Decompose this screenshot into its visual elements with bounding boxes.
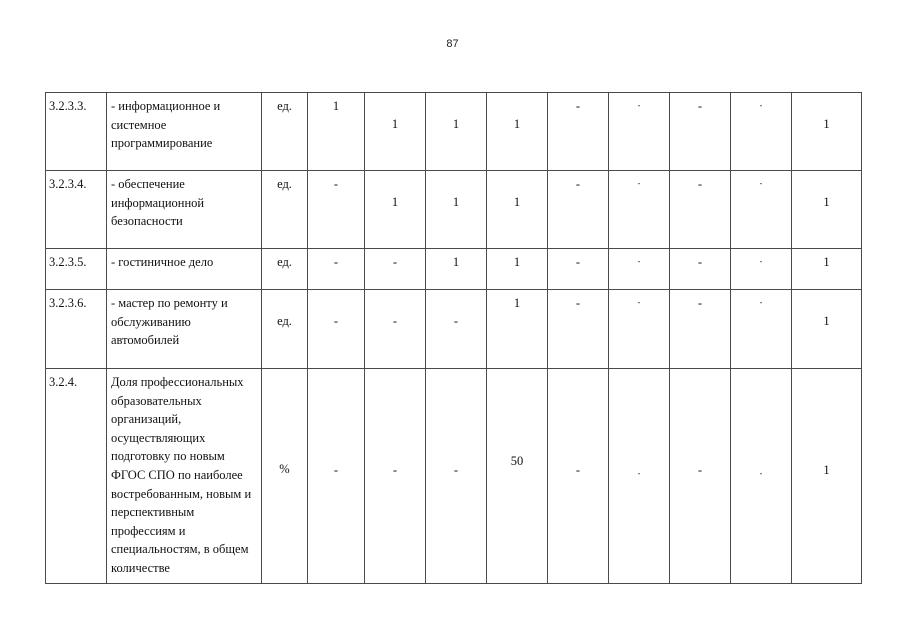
value-cell — [670, 369, 731, 584]
value-cell — [426, 171, 487, 249]
row-description-cell — [107, 171, 262, 249]
value: - — [575, 296, 581, 310]
value-cell — [308, 249, 365, 290]
value: 1 — [823, 255, 830, 269]
value: 1 — [823, 314, 830, 328]
row-unit: ед. — [277, 255, 292, 269]
value: - — [637, 298, 641, 307]
value: - — [697, 255, 703, 269]
value: - — [333, 177, 339, 191]
value-cell — [731, 249, 792, 290]
value-cell — [792, 290, 862, 369]
value-cell — [731, 290, 792, 369]
value: - — [392, 255, 398, 269]
row-code-cell — [46, 290, 107, 369]
value-cell — [731, 93, 792, 171]
table-row — [46, 171, 862, 249]
value-cell — [426, 369, 487, 584]
value: - — [759, 298, 763, 307]
row-code: 3.2.3.4. — [49, 177, 87, 191]
value-cell — [609, 249, 670, 290]
value-cell — [792, 93, 862, 171]
row-code: 3.2.4. — [49, 375, 78, 389]
table-row — [46, 369, 862, 584]
value-cell — [365, 369, 426, 584]
value-cell — [487, 290, 548, 369]
row-description-cell — [107, 369, 262, 584]
value: 1 — [332, 99, 340, 113]
value-cell — [487, 93, 548, 171]
unit-cell — [262, 290, 308, 369]
value-cell — [308, 369, 365, 584]
value-cell — [548, 93, 609, 171]
row-code: 3.2.3.5. — [49, 255, 87, 269]
row-code-cell — [46, 369, 107, 584]
value: - — [333, 255, 339, 269]
value-cell — [426, 290, 487, 369]
value: - — [637, 469, 641, 478]
value: 1 — [513, 296, 521, 310]
value: - — [697, 296, 703, 310]
value-cell — [548, 171, 609, 249]
value-cell — [670, 290, 731, 369]
value: - — [637, 257, 641, 266]
value: - — [453, 314, 459, 328]
value: 50 — [510, 454, 524, 468]
value: 1 — [452, 117, 460, 131]
value-cell — [731, 171, 792, 249]
value: - — [697, 99, 703, 113]
value-cell — [487, 369, 548, 584]
value: - — [759, 469, 763, 478]
table-row — [46, 290, 862, 369]
value-cell — [792, 249, 862, 290]
value: - — [637, 179, 641, 188]
value: - — [759, 257, 763, 266]
row-unit: ед. — [277, 99, 292, 113]
value-cell — [609, 171, 670, 249]
value-cell — [548, 249, 609, 290]
row-code-cell — [46, 171, 107, 249]
value-cell — [670, 93, 731, 171]
value-cell — [609, 93, 670, 171]
value: - — [575, 177, 581, 191]
value: 1 — [513, 117, 521, 131]
value-cell — [426, 93, 487, 171]
value: 1 — [823, 463, 830, 477]
value: 1 — [452, 255, 460, 269]
table-row — [46, 249, 862, 290]
table-row — [46, 93, 862, 171]
value-cell — [670, 249, 731, 290]
page-number: 87 — [446, 38, 459, 50]
value: - — [575, 463, 581, 477]
value-cell — [365, 171, 426, 249]
value: - — [637, 101, 641, 110]
row-code: 3.2.3.3. — [49, 99, 87, 113]
value: - — [575, 99, 581, 113]
value: 1 — [513, 255, 521, 269]
value: - — [697, 177, 703, 191]
value: - — [333, 314, 339, 328]
value-cell — [609, 369, 670, 584]
row-description-cell — [107, 93, 262, 171]
row-code-cell — [46, 93, 107, 171]
value: 1 — [513, 195, 521, 209]
value: 1 — [391, 117, 399, 131]
value-cell — [308, 290, 365, 369]
row-code-cell — [46, 249, 107, 290]
row-unit: % — [279, 462, 290, 476]
value: - — [333, 463, 339, 477]
row-unit: ед. — [277, 177, 292, 191]
value-cell — [548, 290, 609, 369]
row-unit: ед. — [277, 314, 292, 328]
value-cell — [670, 171, 731, 249]
unit-cell — [262, 249, 308, 290]
value-cell — [487, 249, 548, 290]
value: - — [392, 314, 398, 328]
value-cell — [308, 171, 365, 249]
value: - — [759, 101, 763, 110]
row-description: - мастер по ремонту и обслуживанию автомобилей — [111, 296, 228, 348]
value-cell — [308, 93, 365, 171]
value-cell — [365, 93, 426, 171]
value-cell — [487, 171, 548, 249]
value: 1 — [823, 117, 830, 131]
value: 1 — [391, 195, 399, 209]
value: - — [759, 179, 763, 188]
row-description-cell — [107, 249, 262, 290]
value-cell — [365, 290, 426, 369]
row-description: - гостиничное дело — [111, 255, 214, 269]
row-description: Доля профессиональных образовательных организаций, осуществляющих подготовку по новым ФГОС СПО по наиболее востребованным, новым и перспективным профессиям и специальностям, в общем количестве — [111, 375, 252, 575]
row-code: 3.2.3.6. — [49, 296, 87, 310]
value: 1 — [452, 195, 460, 209]
value: - — [392, 463, 398, 477]
unit-cell — [262, 93, 308, 171]
value-cell — [609, 290, 670, 369]
value: - — [453, 463, 459, 477]
value-cell — [792, 171, 862, 249]
row-description: - обеспечение информационной безопасности — [111, 177, 205, 229]
row-description: - информационное и системное программирование — [111, 99, 221, 151]
value: - — [697, 463, 703, 477]
value-cell — [792, 369, 862, 584]
value-cell — [426, 249, 487, 290]
row-description-cell — [107, 290, 262, 369]
value-cell — [731, 369, 792, 584]
value-cell — [548, 369, 609, 584]
indicators-table — [45, 92, 862, 584]
value-cell — [365, 249, 426, 290]
unit-cell — [262, 171, 308, 249]
value: - — [575, 255, 581, 269]
value: 1 — [823, 195, 830, 209]
unit-cell — [262, 369, 308, 584]
